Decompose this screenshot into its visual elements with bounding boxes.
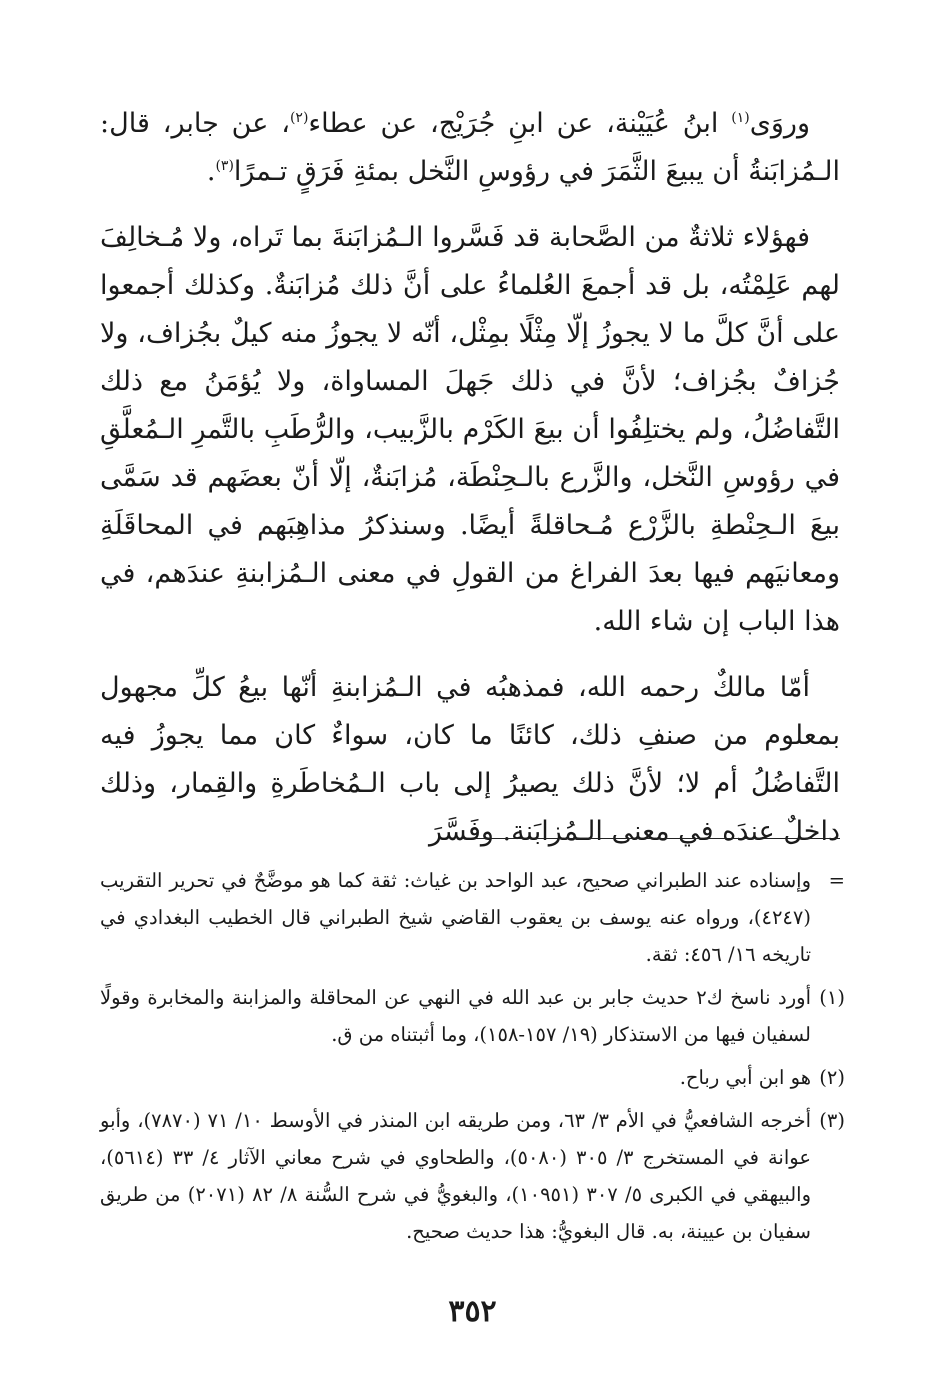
footnote-text: هو ابن أبي رباح.: [679, 1066, 811, 1089]
paragraph-3-text: أمّا مالكٌ رحمه الله، فمذهبُه في الـمُزابنةِ أنّها بيعُ كلِّ مجهول بمعلوم من صنفِ ذلك، كائنًا ما كان، سواءٌ كان مما يجوزُ فيه التَّفاضُلُ أم لا؛ لأنَّ ذلك يصيرُ إلى باب الـمُخاطَرةِ والقِمار، وذلك داخلٌ عندَه في معنى الـمُزابَنة. وفَسَّرَ: [100, 672, 840, 847]
footnote-marker: (١): [819, 986, 845, 1009]
footnote-marker: (٣): [819, 1109, 845, 1132]
paragraph-1-text: وروَى$^{(١)}$ ابنُ عُيَيْنة، عن ابنِ جُرَيْج، عن عطاء$^{(٢)}$، عن جابر، قال: الـمُزابَنةُ أن يبيعَ الثَّمَرَ في رؤوسِ النَّخل بمئةِ فَرَقٍ تـمرًا$^{(٣)}$.: [100, 108, 840, 187]
paragraph-2: [100, 214, 840, 646]
footnotes: [100, 862, 845, 1256]
footnote-marker: (٢): [819, 1066, 845, 1089]
main-text: [100, 100, 840, 874]
footnote-separator: [470, 838, 840, 839]
footnote-1: [100, 979, 845, 1053]
footnote-reference-3: (٣): [215, 158, 234, 174]
footnote-text: أخرجه الشافعيُّ في الأم ٣/ ٦٣، ومن طريقه ابن المنذر في الأوسط ١٠/ ٧١ (٧٨٧٠)، وأبو عوانة في المستخرج ٣/ ٣٠٥ (٥٠٨٠)، والطحاوي في شرح معاني الآثار ٤/ ٣٣ (٥٦١٤)، والبيهقي في الكبرى ٥/ ٣٠٧ (١٠٩٥١)، والبغويُّ في شرح السُّنة ٨/ ٨٢ (٢٠٧١) من طريق سفيان بن عيينة، به. قال البغويُّ: هذا حديث صحيح.: [100, 1109, 812, 1243]
footnote-text: وإسناده عند الطبراني صحيح، عبد الواحد بن غياث: ثقة كما هو موضَّحٌ في تحرير التقريب (٤٢٤٧)، ورواه عنه يوسف بن يعقوب القاضي شيخ الطبراني قال الخطيب البغدادي في تاريخه ١٦/ ٤٥٦: ثقة.: [100, 869, 811, 966]
paragraph-2-text: فهؤلاء ثلاثةٌ من الصَّحابة قد فَسَّروا الـمُزابَنةَ بما تَراه، ولا مُـخالِفَ لهم عَلِمْتُه، بل قد أجمعَ العُلماءُ على أنَّ ذلك مُزابَنةٌ. وكذلك أجمعوا على أنَّ كلَّ ما لا يجوزُ إلّا مِثْلًا بمِثْل، أنّه لا يجوزُ منه كيلٌ بجُزاف، ولا جُزافٌ بجُزاف؛ لأنَّ في ذلك جَهلَ المساواة، ولا يُؤمَنُ مع ذلك التَّفاضُلُ، ولم يختلِفُوا أن بيعَ الكَرْم بالزَّبيب، والرُّطَبِ بالتَّمرِ الـمُعلَّقِ في رؤوسِ النَّخل، والزَّرع بالـحِنْطَة، مُزابَنةٌ، إلّا أنّ بعضَهم قد سَمَّى بيعَ الـحِنْطةِ بالزَّرْع مُـحاقلةً أيضًا. وسنذكرُ مذاهِبَهم في المحاقَلَةِ ومعانيَهم فيها بعدَ الفراغ من القولِ في معنى الـمُزابنةِ عندَهم، في هذا الباب إن شاء الله.: [100, 222, 840, 637]
footnote-reference-1: (١): [731, 110, 750, 126]
page-number: ٣٥٢: [448, 1294, 497, 1329]
paragraph-1: [100, 100, 840, 196]
footnote-3: [100, 1102, 845, 1250]
footnote-2: [100, 1059, 845, 1096]
footnote-text: أورد ناسخ ك٢ حديث جابر بن عبد الله في النهي عن المحاقلة والمزابنة والمخابرة وقولًا لسفيان فيها من الاستذكار (١٩/ ١٥٧-١٥٨)، وما أثبتناه من ق.: [100, 986, 811, 1046]
paragraph-3: [100, 664, 840, 856]
footnote-continuation: [100, 862, 845, 973]
footnote-marker: =: [828, 869, 845, 892]
footnote-reference-2: (٢): [289, 110, 309, 126]
